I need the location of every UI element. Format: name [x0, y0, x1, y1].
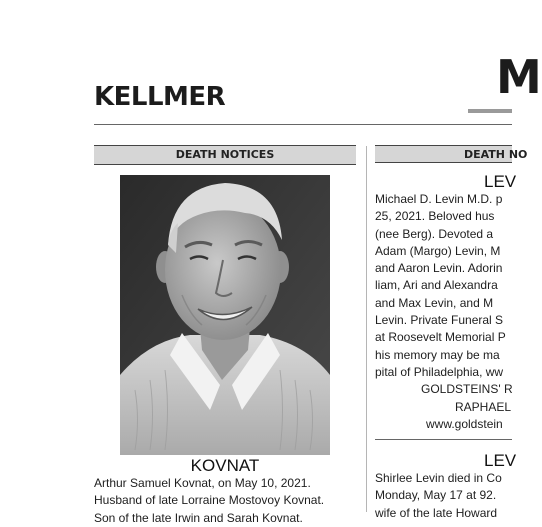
family-name-left: KELLMER: [94, 82, 226, 112]
obituary-line: Husband of late Lorraine Mostovoy Kovnat.: [94, 493, 325, 508]
obituary-line: and Aaron Levin. Adorin: [375, 261, 503, 276]
funeral-home-name: GOLDSTEINS' R: [421, 382, 513, 397]
obituary-text-levin-2: [375, 470, 502, 522]
obituary-line: pital of Philadelphia, ww: [375, 364, 504, 379]
obituary-line: Adam (Margo) Levin, M: [375, 243, 501, 258]
header-accent-bar: [468, 109, 512, 113]
obituary-line: at Roosevelt Memorial P: [375, 330, 506, 345]
obituary-surname-levin-1: LEV: [484, 172, 517, 191]
portrait-photo: [120, 175, 330, 455]
death-notices-header-left: DEATH NOTICES: [94, 145, 356, 165]
funeral-home-website[interactable]: www.goldstein: [426, 416, 503, 431]
obituary-line: Son of the late Irwin and Sarah Kovnat.: [94, 510, 303, 525]
death-notices-header-right: DEATH NO: [375, 145, 512, 163]
obituary-line: Levin. Private Funeral S: [375, 313, 504, 328]
obituary-line: liam, Ari and Alexandra: [375, 278, 498, 293]
obituary-line: wife of the late Howard: [375, 505, 498, 520]
obituary-line: Arthur Samuel Kovnat, on May 10, 2021.: [94, 476, 311, 490]
obituary-line: his memory may be ma: [375, 347, 500, 362]
family-name-right: M: [496, 50, 542, 104]
obituary-line: (nee Berg). Devoted a: [375, 226, 494, 241]
obituary-text-kovnat: [94, 475, 356, 527]
obituary-line: Monday, May 17 at 92.: [375, 488, 497, 503]
obituary-line: 25, 2021. Beloved hus: [375, 209, 495, 224]
column-divider: [366, 146, 367, 512]
obituary-surname-kovnat: KOVNAT: [190, 456, 260, 475]
obituary-line: and Max Levin, and M: [375, 295, 494, 310]
obituary-text-levin-1: [375, 191, 513, 433]
obituary-line: Michael D. Levin M.D. p: [375, 192, 503, 206]
top-rule: [94, 124, 512, 125]
obituary-surname-levin-2: LEV: [484, 451, 517, 470]
obituary-line: Shirlee Levin died in Co: [375, 471, 502, 485]
funeral-home-name-2: RAPHAEL: [455, 399, 512, 414]
obituary-separator: [375, 439, 512, 440]
